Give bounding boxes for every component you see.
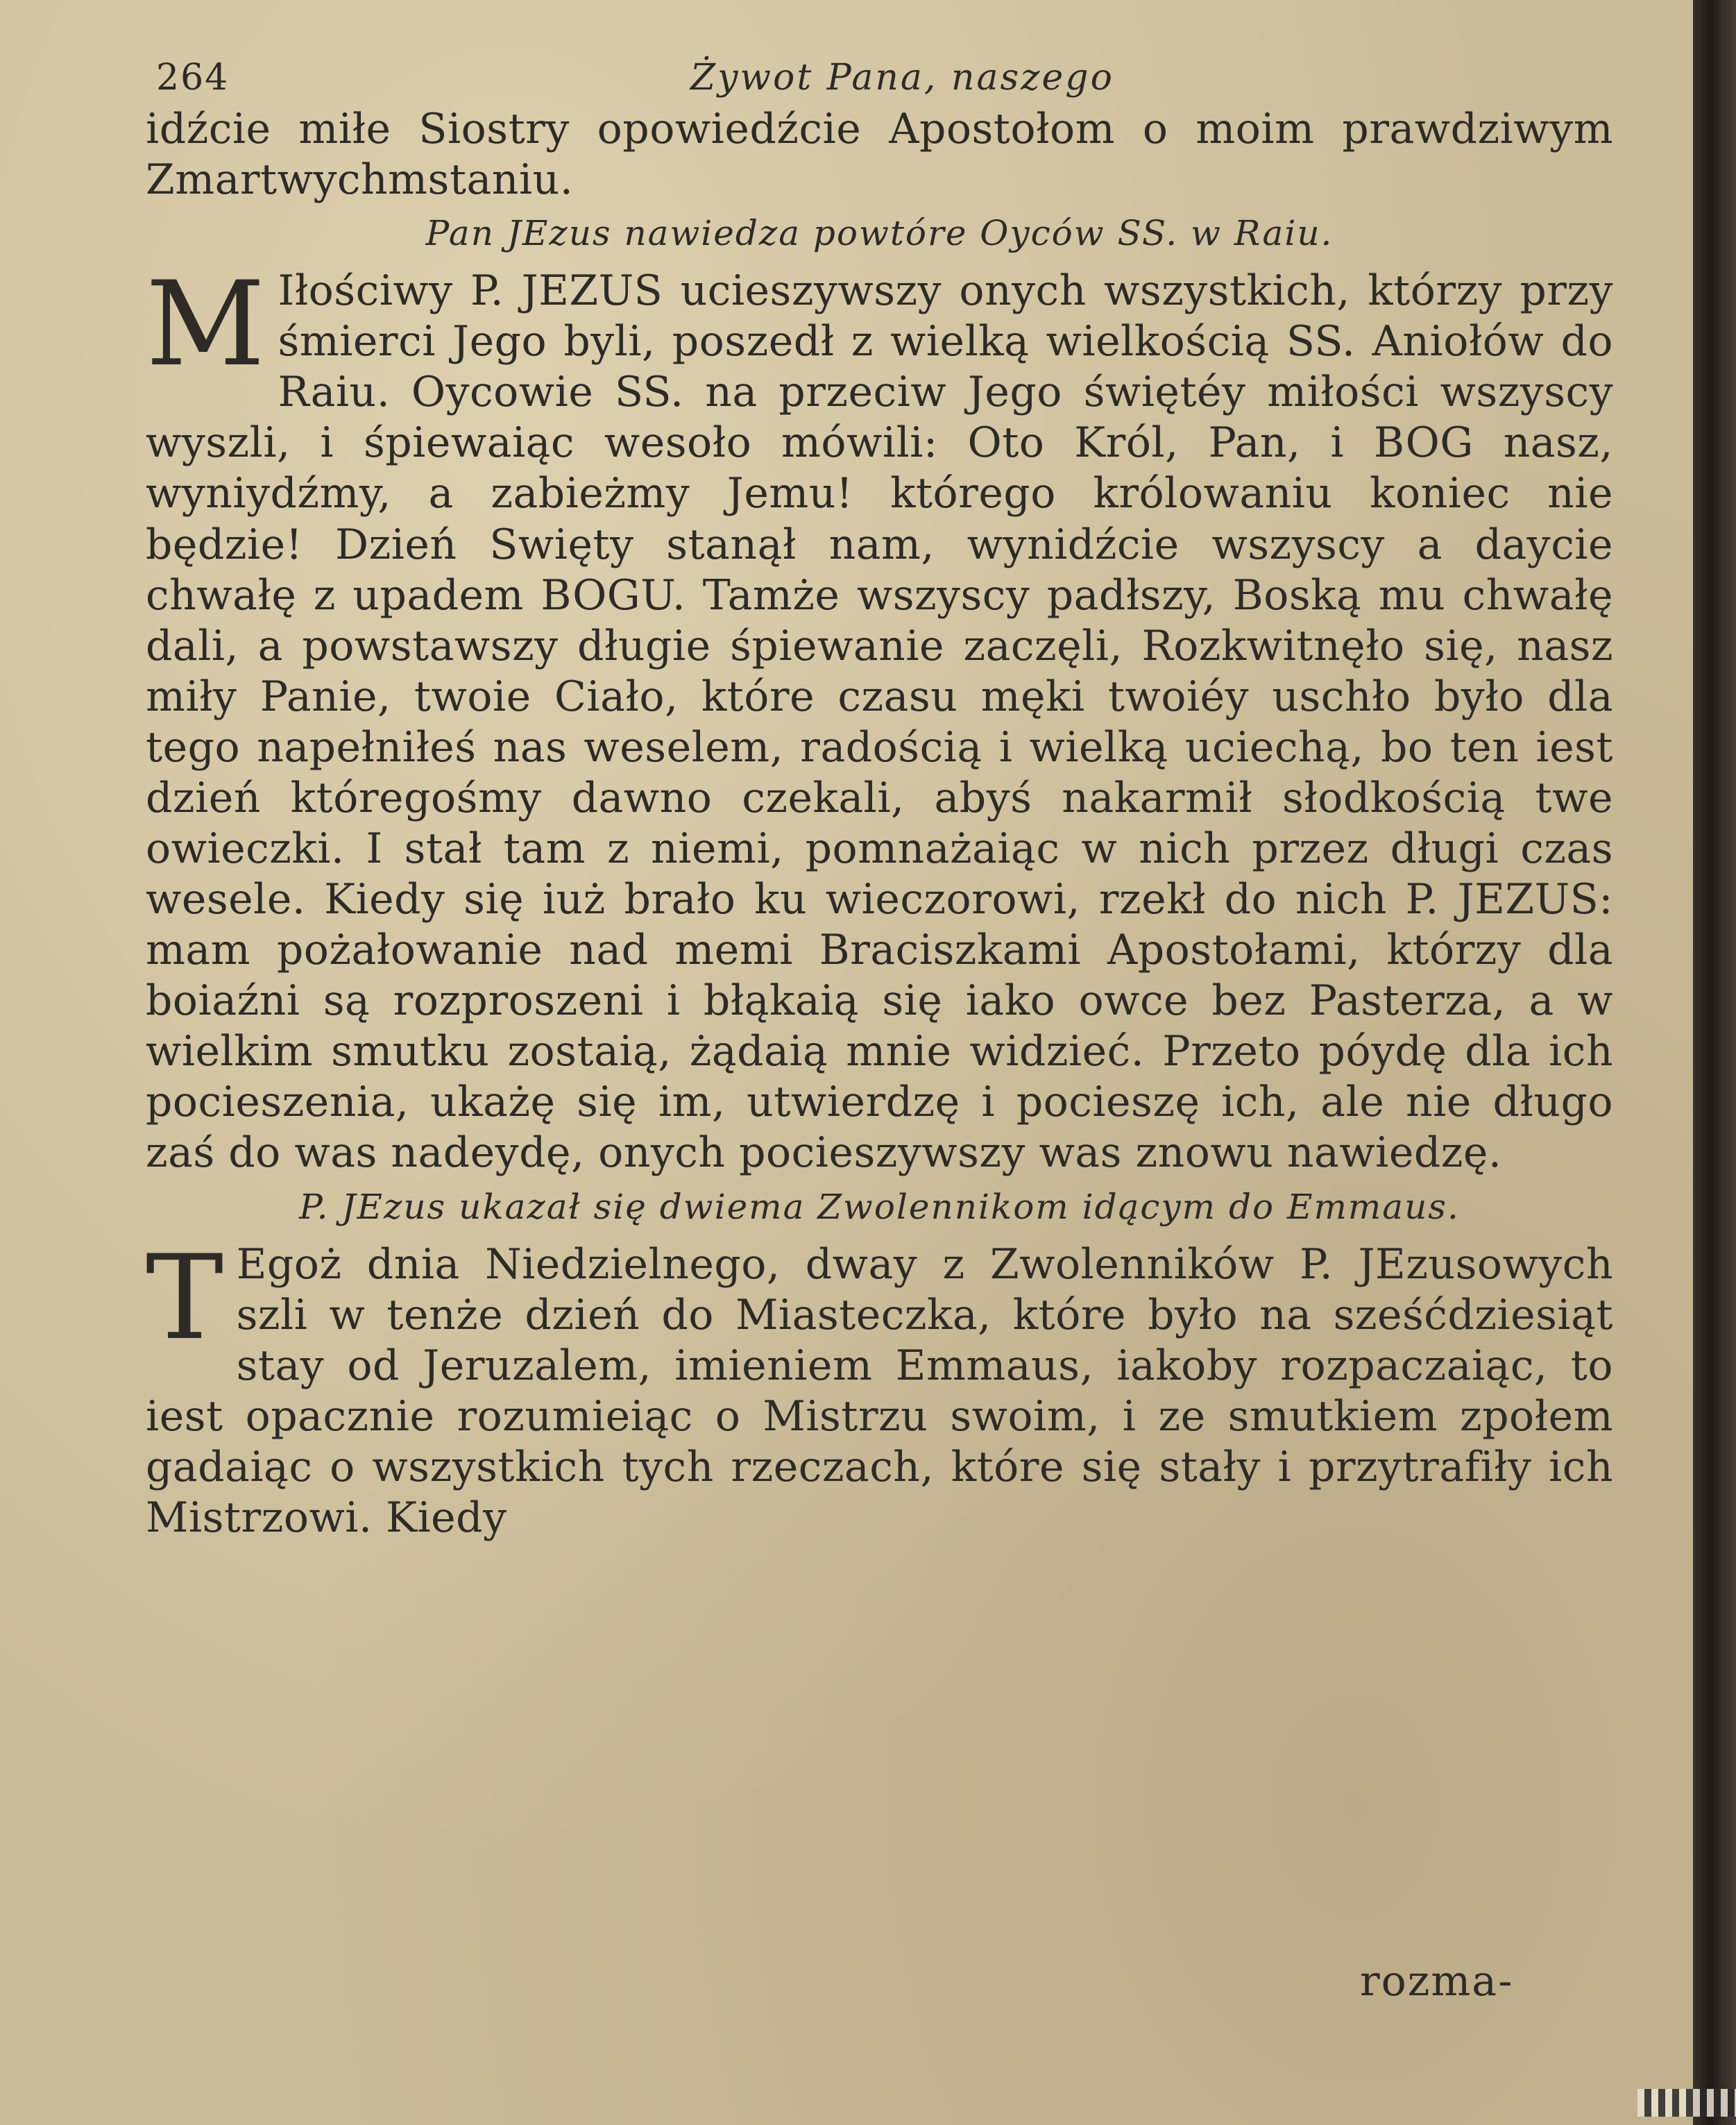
page-header	[156, 57, 1613, 105]
section-heading-2: P. JEzus ukazał się dwiema Zwolennikom idącym do Emmaus.	[299, 1186, 1460, 1227]
book-gutter	[1693, 0, 1736, 2125]
catchword: rozma-	[1360, 1957, 1514, 2006]
text-block	[146, 104, 1613, 1543]
drop-cap-2: T	[146, 1229, 224, 1366]
section-body-2: Egoż dnia Niedzielnego, dway z Zwolenników P. JEzusowych szli w tenże dzień do Miasteczka, które było na sześćdziesiąt stay od Jeruzalem, imieniem Emmaus, iakoby rozpaczaiąc, to iest opacznie rozumieiąc o Mistrzu swoim, i ze smutkiem zpołem gadaiąc o wszystkich tych rzeczach, które się stały i przytrafiły ich Mistrzowi. Kiedy	[146, 1239, 1613, 1542]
page-number: 264	[156, 57, 230, 99]
section-paragraph-1	[146, 256, 1613, 1178]
running-title: Żywot Pana, naszego	[690, 57, 1114, 99]
scale-ruler	[1637, 2089, 1736, 2117]
section-paragraph-2	[146, 1229, 1613, 1543]
drop-cap-1: M	[146, 256, 266, 393]
section-heading-1: Pan JEzus nawiedza powtóre Oyców SS. w Raiu.	[425, 213, 1334, 254]
section-body-1: Iłościwy P. JEZUS ucieszywszy onych wszystkich, którzy przy śmierci Jego byli, poszedł z wielką wielkością SS. Aniołów do Raiu. Oycowie SS. na przeciw Jego świętéy miłości wszyscy wyszli, i śpiewaiąc wesoło mówili: Oto Król, Pan, i BOG nasz, wyniydźmy, a zabieżmy Jemu! którego królowaniu koniec nie będzie! Dzień Swięty stanął nam, wynidźcie wszyscy a daycie chwałę z upadem BOGU. Tamże wszyscy padłszy, Boską mu chwałę dali, a powstawszy długie śpiewanie zaczęli, Rozkwitnęło się, nasz miły Panie, twoie Ciało, które czasu męki twoiéy uschło było dla tego napełniłeś nas weselem, radością i wielką uciechą, bo ten iest dzień któregośmy dawno czekali, abyś nakarmił słodkością twe owieczki. I stał tam z niemi, pomnażaiąc w nich przez długi czas wesele. Kiedy się iuż brało ku wieczorowi, rzekł do nich P. JEZUS: mam pożałowanie nad memi Braciszkami Apostołami, którzy dla boiaźni są rozproszeni i błąkaią się iako owce bez Pasterza, a w wielkim smutku zostaią, żądaią mnie widzieć. Przeto póydę dla ich pocieszenia, ukażę się im, utwierdzę i pocieszę ich, ale nie długo zaś do was nadeydę, onych pocieszywszy was znowu nawiedzę.	[146, 266, 1613, 1178]
intro-paragraph: idźcie miłe Siostry opowiedźcie Apostołom o moim prawdziwym Zmartwychmstaniu.	[146, 105, 1613, 205]
